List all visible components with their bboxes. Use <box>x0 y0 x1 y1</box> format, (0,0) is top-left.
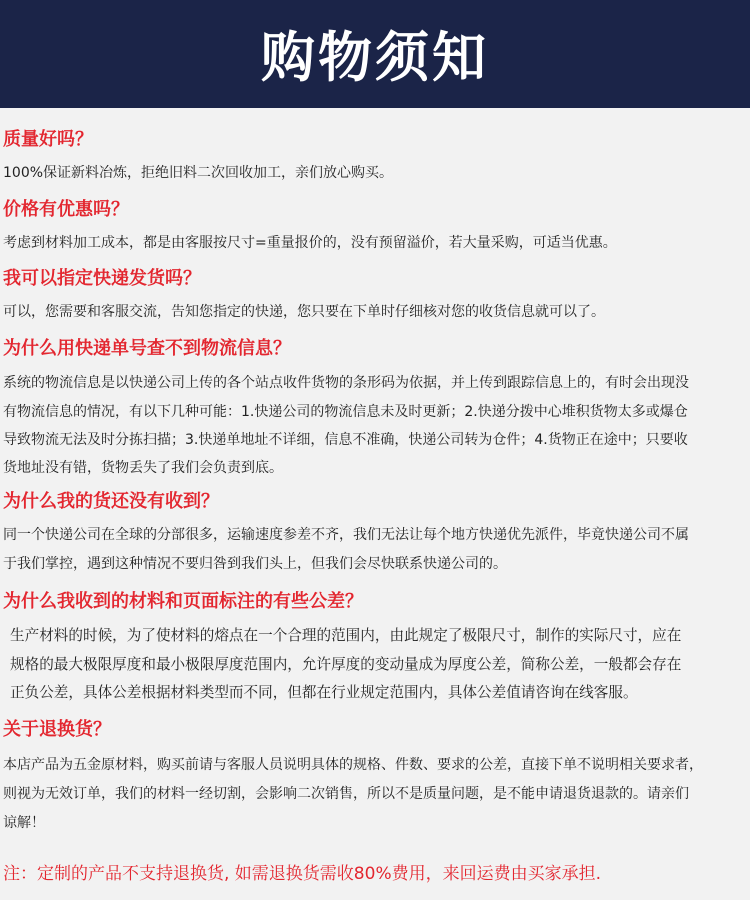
faq-answer-returns-line-3: 谅解！ <box>3 815 45 831</box>
faq-answer-price: 考虑到材料加工成本，都是由客服按尺寸=重量报价的，没有预留溢价，若大量采购，可适当优惠。 <box>3 235 617 251</box>
faq-answer-not-received-line-2: 于我们掌控，遇到这种情况不要归咎到我们头上，但我们会尽快联系快递公司的。 <box>3 556 507 572</box>
faq-answer-tracking-line-4: 货地址没有错，货物丢失了我们会负责到底。 <box>3 460 283 476</box>
faq-content <box>0 110 750 900</box>
faq-answer-tolerance-line-2: 规格的最大极限厚度和最小极限厚度范围内，允许厚度的变动量成为厚度公差，简称公差，一般都会存在 <box>10 656 682 673</box>
faq-answer-courier: 可以，您需要和客服交流，告知您指定的快递，您只要在下单时仔细核对您的收货信息就可以了。 <box>3 304 605 320</box>
faq-answer-tracking-line-2: 有物流信息的情况，有以下几种可能：1.快递公司的物流信息未及时更新；2.快递分拨中心堆积货物太多或爆仓 <box>3 404 688 420</box>
faq-question-courier: 我可以指定快递发货吗？ <box>3 268 201 289</box>
faq-answer-quality: 100%保证新料冶炼，拒绝旧料二次回收加工，亲们放心购买。 <box>3 165 394 181</box>
faq-answer-tracking-line-3: 导致物流无法及时分拣扫描；3.快递单地址不详细，信息不准确，快递公司转为仓件；4.货物正在途中；只要收 <box>3 432 688 448</box>
page-title: 购物须知 <box>261 26 489 89</box>
header-banner <box>0 0 750 108</box>
faq-question-price: 价格有优惠吗？ <box>3 199 129 220</box>
custom-product-return-note: 注：定制的产品不支持退换货, 如需退换货需收80%费用，来回运费由买家承担. <box>3 864 601 884</box>
faq-question-not-received: 为什么我的货还没有收到？ <box>3 491 219 512</box>
faq-answer-tolerance-line-3: 正负公差，具体公差根据材料类型而不同，但都在行业规定范围内，具体公差值请咨询在线客服。 <box>10 684 638 701</box>
faq-question-returns: 关于退换货？ <box>3 719 111 740</box>
faq-question-quality: 质量好吗？ <box>3 129 93 150</box>
faq-question-tracking: 为什么用快递单号查不到物流信息？ <box>3 338 291 359</box>
faq-answer-returns-line-2: 则视为无效订单，我们的材料一经切割，会影响二次销售，所以不是质量问题，是不能申请退货退款的。请亲们 <box>3 786 689 802</box>
faq-question-tolerance: 为什么我收到的材料和页面标注的有些公差？ <box>3 591 363 612</box>
faq-answer-tracking-line-1: 系统的物流信息是以快递公司上传的各个站点收件货物的条形码为依据，并上传到跟踪信息上的，有时会出现没 <box>3 375 689 391</box>
faq-answer-not-received-line-1: 同一个快递公司在全球的分部很多，运输速度参差不齐，我们无法让每个地方快递优先派件，毕竟快递公司不属 <box>3 527 689 543</box>
faq-answer-returns-line-1: 本店产品为五金原材料，购买前请与客服人员说明具体的规格、件数、要求的公差，直接下单不说明相关要求者， <box>3 757 703 773</box>
faq-answer-tolerance-line-1: 生产材料的时候，为了使材料的熔点在一个合理的范围内，由此规定了极限尺寸，制作的实际尺寸，应在 <box>10 627 682 644</box>
